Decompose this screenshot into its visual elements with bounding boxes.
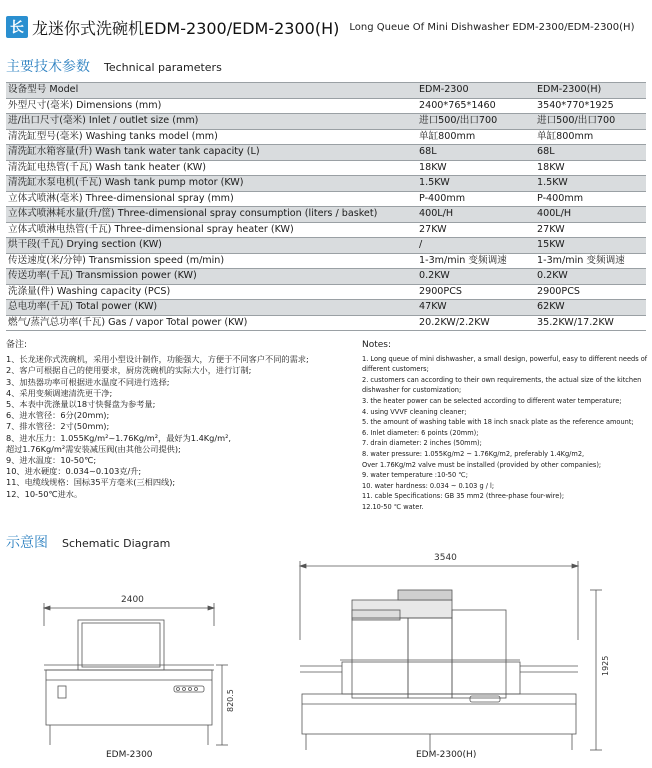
spec-label-cell: 传送功率(千瓦) Transmission power (KW) [6,269,417,285]
note-item: 6、进水管径：6分(20mm); [6,410,110,421]
diagram-heading-en: Schematic Diagram [62,537,171,550]
right-caption: EDM-2300(H) [416,750,477,760]
spec-edm2300-cell: 2900PCS [417,284,535,300]
spec-edm2300-cell: 27KW [417,222,535,238]
spec-edm2300-cell: P-400mm [417,191,535,207]
left-height-label: 820.5 [226,689,235,712]
spec-edm2300h-cell: 3540*770*1925 [535,98,646,114]
spec-label-cell: 清洗缸电热管(千瓦) Wash tank heater (KW) [6,160,417,176]
note-item: 10、进水硬度：0.034~0.103克/升; [6,466,142,477]
note-item: 8. water pressure: 1.055Kg/m2 ~ 1.76Kg/m2, preferably 1.4Kg/m2, [362,449,585,458]
left-width-label: 2400 [121,595,144,605]
spec-edm2300-cell: 2400*765*1460 [417,98,535,114]
note-item: 4. using VVVF cleaning cleaner; [362,407,467,416]
note-item: 2. customers can according to their own requirements, the actual size of the kitchen dishwasher for customization; [362,375,642,395]
spec-edm2300h-cell: 进口500/出口700 [535,114,646,130]
spec-label-cell: 传送速度(米/分钟) Transmission speed (m/min) [6,253,417,269]
spec-edm2300h-cell: 1.5KW [535,176,646,192]
spec-edm2300h-cell: 400L/H [535,207,646,223]
spec-label-cell: 进/出口尺寸(毫米) Inlet / outlet size (mm) [6,114,417,130]
spec-edm2300-cell: 1.5KW [417,176,535,192]
spec-edm2300-cell: 进口500/出口700 [417,114,535,130]
note-item: 12.10-50 ℃ water. [362,502,424,511]
spec-label-cell: 清洗缸水泵电机(千瓦) Wash tank pump motor (KW) [6,176,417,192]
spec-edm2300h-cell: 2900PCS [535,284,646,300]
spec-edm2300-cell: 18KW [417,160,535,176]
spec-label-cell: 立体式喷淋电热管(千瓦) Three-dimensional spray heater (KW) [6,222,417,238]
note-item: 5、本表中洗涤量以18寸快餐盘为参考量; [6,399,156,410]
note-item: 11. cable Specifications: GB 35 mm2 (three-phase four-wire); [362,492,565,501]
spec-label-cell: 清洗缸水箱容量(升) Wash tank water tank capacity (L) [6,145,417,161]
spec-label-cell: 清洗缸型号(毫米) Washing tanks model (mm) [6,129,417,145]
spec-label-cell: 燃气/蒸汽总功率(千瓦) Gas / vapor Total power (KW) [6,315,417,331]
note-item: 6. Inlet diameter: 6 points (20mm); [362,428,479,437]
note-item: 4、采用变频调速清洗更干净; [6,387,113,398]
note-item: Over 1.76Kg/m2 valve must be installed (provided by other companies); [362,460,602,469]
left-machine-drawing [44,603,228,745]
right-width-label: 3540 [434,553,457,563]
brand-logo-icon: 长 [6,16,28,38]
spec-edm2300-cell: 1-3m/min 变频调速 [417,253,535,269]
left-caption: EDM-2300 [106,750,153,760]
params-heading-cn: 主要技术参数 [6,59,90,75]
spec-edm2300h-cell: 18KW [535,160,646,176]
title-english: Long Queue Of Mini Dishwasher EDM-2300/EDM-2300(H) [349,21,635,33]
spec-edm2300-cell: 单缸800mm [417,129,535,145]
spec-label-cell: 总电功率(千瓦) Total power (KW) [6,300,417,316]
spec-edm2300h-cell: 27KW [535,222,646,238]
note-item: 3. the heater power can be selected according to different water temperature; [362,396,622,405]
note-item: 1. Long queue of mini dishwasher, a small design, powerful, easy to different needs of different customers; [362,354,648,374]
note-item: 7. drain diameter: 2 inches (50mm); [362,439,482,448]
note-item: 2、客户可根据自己的使用要求，厨房洗碗机的实际大小，进行订制; [6,365,252,376]
spec-edm2300h-cell: EDM-2300(H) [535,83,646,99]
note-item: 12、10-50℃进水。 [6,488,83,499]
spec-edm2300h-cell: 35.2KW/17.2KW [535,315,646,331]
params-heading-en: Technical parameters [104,61,222,74]
spec-edm2300-cell: 0.2KW [417,269,535,285]
spec-label-cell: 立体式喷淋(毫米) Three-dimensional spray (mm) [6,191,417,207]
spec-edm2300h-cell: 1-3m/min 变频调速 [535,253,646,269]
spec-edm2300h-cell: 单缸800mm [535,129,646,145]
note-item: 8、进水压力：1.055Kg/m²~1.76Kg/m²，最好为1.4Kg/m², [6,432,231,443]
spec-label-cell: 设备型号 Model [6,83,417,99]
notes-en-title: Notes: [362,340,392,350]
note-item: 9、进水温度：10-50℃; [6,455,97,466]
spec-label-cell: 烘干段(千瓦) Drying section (KW) [6,238,417,254]
note-item: 1、长龙迷你式洗碗机，采用小型设计制作，功能强大，方便于不同客户不同的需求; [6,354,309,365]
spec-label-cell: 外型尺寸(毫米) Dimensions (mm) [6,98,417,114]
note-item: 9. water temperature :10-50 ℃; [362,471,468,480]
spec-edm2300h-cell: 15KW [535,238,646,254]
note-item: 3、加热器功率可根据进水温度不同进行选择; [6,376,170,387]
right-height-label: 1925 [601,655,610,676]
notes-cn-title: 备注: [6,340,28,350]
note-item: 5. the amount of washing table with 18 inch snack plate as the reference amount; [362,418,634,427]
spec-edm2300-cell: 400L/H [417,207,535,223]
spec-edm2300h-cell: 0.2KW [535,269,646,285]
note-item: 11、电缆线规格：国标35平方毫米(三相四线); [6,477,176,488]
spec-edm2300-cell: 47KW [417,300,535,316]
note-item: 10. water hardness: 0.034 ~ 0.103 g / l; [362,481,495,490]
spec-label-cell: 立体式喷淋耗水量(升/筐) Three-dimensional spray consumption (liters / basket) [6,207,417,223]
title-chinese: 龙迷你式洗碗机EDM-2300/EDM-2300(H) [32,18,340,38]
right-machine-drawing [300,561,602,750]
spec-edm2300-cell: / [417,238,535,254]
note-item: 7、排水管径：2寸(50mm); [6,421,110,432]
spec-label-cell: 洗涤量(件) Washing capacity (PCS) [6,284,417,300]
spec-edm2300h-cell: 62KW [535,300,646,316]
note-item: 超过1.76Kg/m²需安装减压阀(由其他公司提供); [6,443,181,454]
spec-edm2300h-cell: P-400mm [535,191,646,207]
spec-edm2300-cell: 68L [417,145,535,161]
spec-edm2300h-cell: 68L [535,145,646,161]
spec-edm2300-cell: 20.2KW/2.2KW [417,315,535,331]
spec-edm2300-cell: EDM-2300 [417,83,535,99]
diagram-heading-cn: 示意图 [6,535,48,551]
